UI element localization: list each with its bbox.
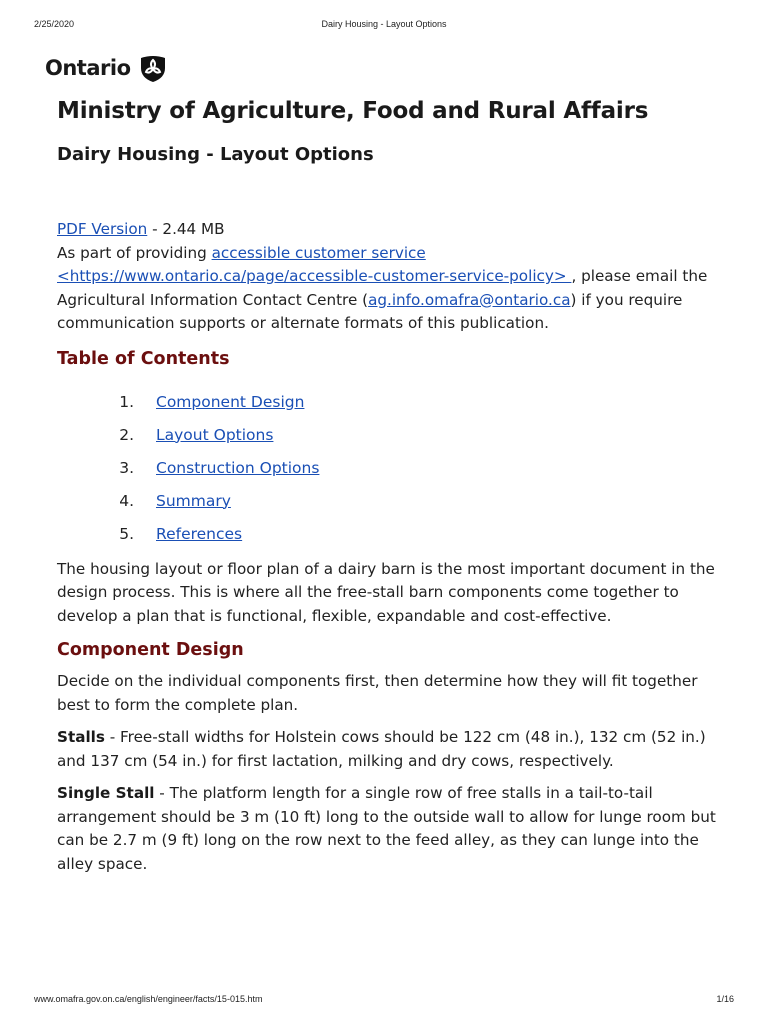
page-title: Dairy Housing - Layout Options (57, 144, 374, 165)
accessibility-paragraph (57, 242, 717, 336)
accessibility-text: ) if you require communication supports or alternate formats of this publication. (57, 290, 683, 332)
single-stall-text: - The platform length for a single row of free stalls in a tail-to-tail arrangement should be 3 m (10 ft) long to the outside wall to allow for lunge room but can be 2.7 m (9 ft) long on the row next to the feed alley, as they can lunge into the alley space. (57, 784, 716, 873)
logo-wordmark: Ontario (45, 56, 131, 80)
accessible-service-link[interactable]: accessible customer service (211, 243, 426, 262)
print-footer (34, 994, 734, 1004)
toc-number: 4. (119, 491, 134, 510)
print-title: Dairy Housing - Layout Options (321, 19, 447, 29)
email-link[interactable]: ag.info.omafra@ontario.ca (368, 290, 571, 309)
single-stall-term: Single Stall (57, 784, 155, 802)
ontario-logo[interactable] (45, 52, 169, 84)
stalls-paragraph (57, 726, 717, 773)
toc-number: 2. (119, 425, 134, 444)
single-stall-paragraph (57, 782, 717, 876)
trillium-icon (137, 52, 169, 84)
accessibility-text: , please email the Agricultural Information Contact Centre ( (57, 267, 708, 309)
toc-list (57, 392, 717, 544)
accessible-policy-link[interactable]: <https://www.ontario.ca/page/accessible-customer-service-policy> (57, 267, 572, 285)
toc-link-references[interactable]: References (156, 524, 243, 543)
toc-number: 1. (119, 392, 134, 411)
print-header (34, 19, 734, 29)
toc-link-summary[interactable]: Summary (156, 491, 231, 510)
toc-item (57, 458, 717, 478)
pdf-line (57, 218, 717, 242)
component-design-heading: Component Design (57, 640, 244, 660)
stalls-text: - Free-stall widths for Holstein cows should be 122 cm (48 in.), 132 cm (52 in.) and 137 cm (54 in.) for first lactation, milking and dry cows, respectively. (57, 728, 706, 770)
toc-link-construction-options[interactable]: Construction Options (156, 458, 320, 477)
intro-paragraph: The housing layout or floor plan of a dairy barn is the most important document in the design process. This is where all the free-stall barn components come together to develop a plan that is functional, flexible, expandable and cost-effective. (57, 559, 715, 625)
stalls-term: Stalls (57, 728, 105, 746)
print-date: 2/25/2020 (34, 19, 75, 29)
pdf-version-link[interactable]: PDF Version (57, 220, 148, 238)
toc-link-component-design[interactable]: Component Design (156, 392, 305, 411)
toc-item (57, 491, 717, 511)
print-page-number: 1/16 (716, 994, 734, 1004)
pdf-size: - 2.44 MB (147, 220, 225, 238)
toc-item (57, 392, 717, 412)
toc-heading: Table of Contents (57, 348, 230, 369)
toc-number: 5. (119, 524, 134, 543)
ministry-title: Ministry of Agriculture, Food and Rural Affairs (57, 98, 649, 124)
print-url: www.omafra.gov.on.ca/english/engineer/facts/15-015.htm (34, 994, 263, 1004)
toc-item (57, 524, 717, 544)
accessibility-text: As part of providing (57, 243, 212, 262)
toc-link-layout-options[interactable]: Layout Options (156, 425, 274, 444)
toc-item (57, 425, 717, 445)
main-content (57, 98, 717, 876)
component-design-paragraph: Decide on the individual components first, then determine how they will fit together best to form the complete plan. (57, 672, 698, 714)
toc-number: 3. (119, 458, 134, 477)
